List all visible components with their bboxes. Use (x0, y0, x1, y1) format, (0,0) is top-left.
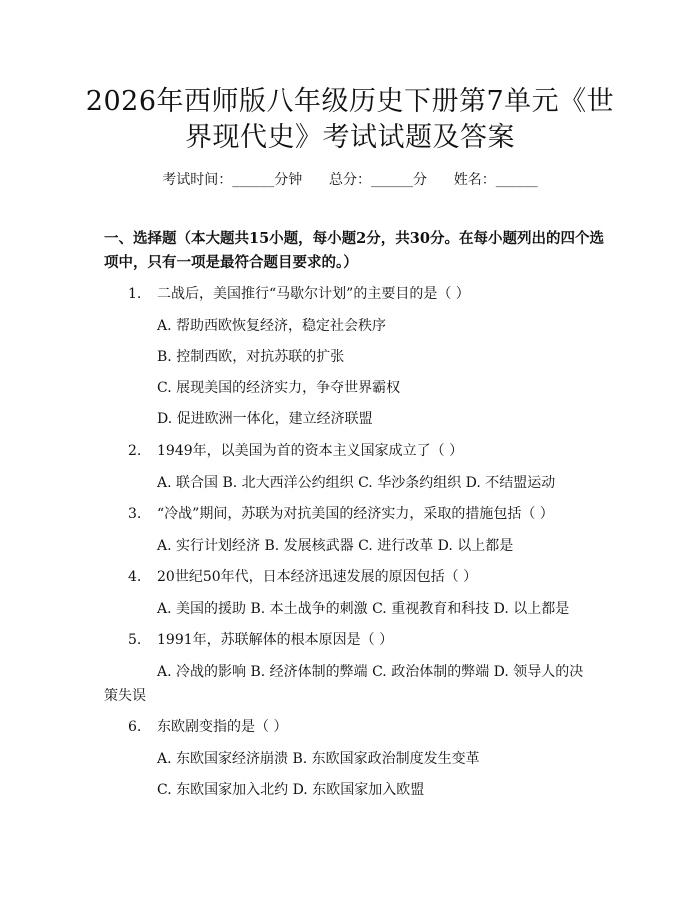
question-option: C. 展现美国的经济实力，争夺世界霸权 (157, 380, 401, 396)
exam-info-line: 考试时间：______分钟 总分：______分 姓名：______ (162, 172, 538, 188)
question-number: 6. (128, 719, 142, 735)
question-number: 1. (128, 286, 142, 302)
question-number: 5. (128, 632, 142, 648)
question-text: 20世纪50年代，日本经济迅速发展的原因包括（ ） (157, 569, 478, 585)
question-text: “冷战”期间，苏联为对抗美国的经济实力，采取的措施包括（ ） (157, 506, 554, 522)
section-heading-line-2: 项中，只有一项是最符合题目要求的。） (104, 254, 358, 271)
question-text: 1949年，以美国为首的资本主义国家成立了（ ） (157, 443, 464, 459)
document-title-line-2: 界现代史》考试试题及答案 (185, 122, 515, 153)
question-options-line: C. 东欧国家加入北约 D. 东欧国家加入欧盟 (157, 782, 425, 798)
question-options-line: A. 冷战的影响 B. 经济体制的弊端 C. 政治体制的弊端 D. 领导人的决 (157, 664, 584, 680)
section-heading-line-1: 一、选择题（本大题共15小题，每小题2分，共30分。在每小题列出的四个选 (104, 230, 604, 247)
question-text: 东欧剧变指的是（ ） (157, 719, 288, 735)
question-options-line: A. 联合国 B. 北大西洋公约组织 C. 华沙条约组织 D. 不结盟运动 (157, 475, 556, 491)
question-number: 3. (128, 506, 142, 522)
question-option: B. 控制西欧，对抗苏联的扩张 (157, 349, 345, 365)
question-option: D. 促进欧洲一体化，建立经济联盟 (157, 411, 373, 427)
question-number: 2. (128, 443, 142, 459)
document-title-line-1: 2026年西师版八年级历史下册第7单元《世 (85, 86, 615, 117)
question-text: 1991年，苏联解体的根本原因是（ ） (157, 632, 394, 648)
question-options-continuation: 策失误 (104, 688, 146, 704)
question-options-line: A. 实行计划经济 B. 发展核武器 C. 进行改革 D. 以上都是 (157, 538, 514, 554)
question-number: 4. (128, 569, 142, 585)
question-options-line: A. 东欧国家经济崩溃 B. 东欧国家政治制度发生变革 (157, 751, 480, 767)
question-options-line: A. 美国的援助 B. 本土战争的刺激 C. 重视教育和科技 D. 以上都是 (157, 601, 570, 617)
question-option: A. 帮助西欧恢复经济，稳定社会秩序 (157, 318, 387, 334)
question-text: 二战后，美国推行“马歇尔计划”的主要目的是（ ） (157, 286, 470, 302)
